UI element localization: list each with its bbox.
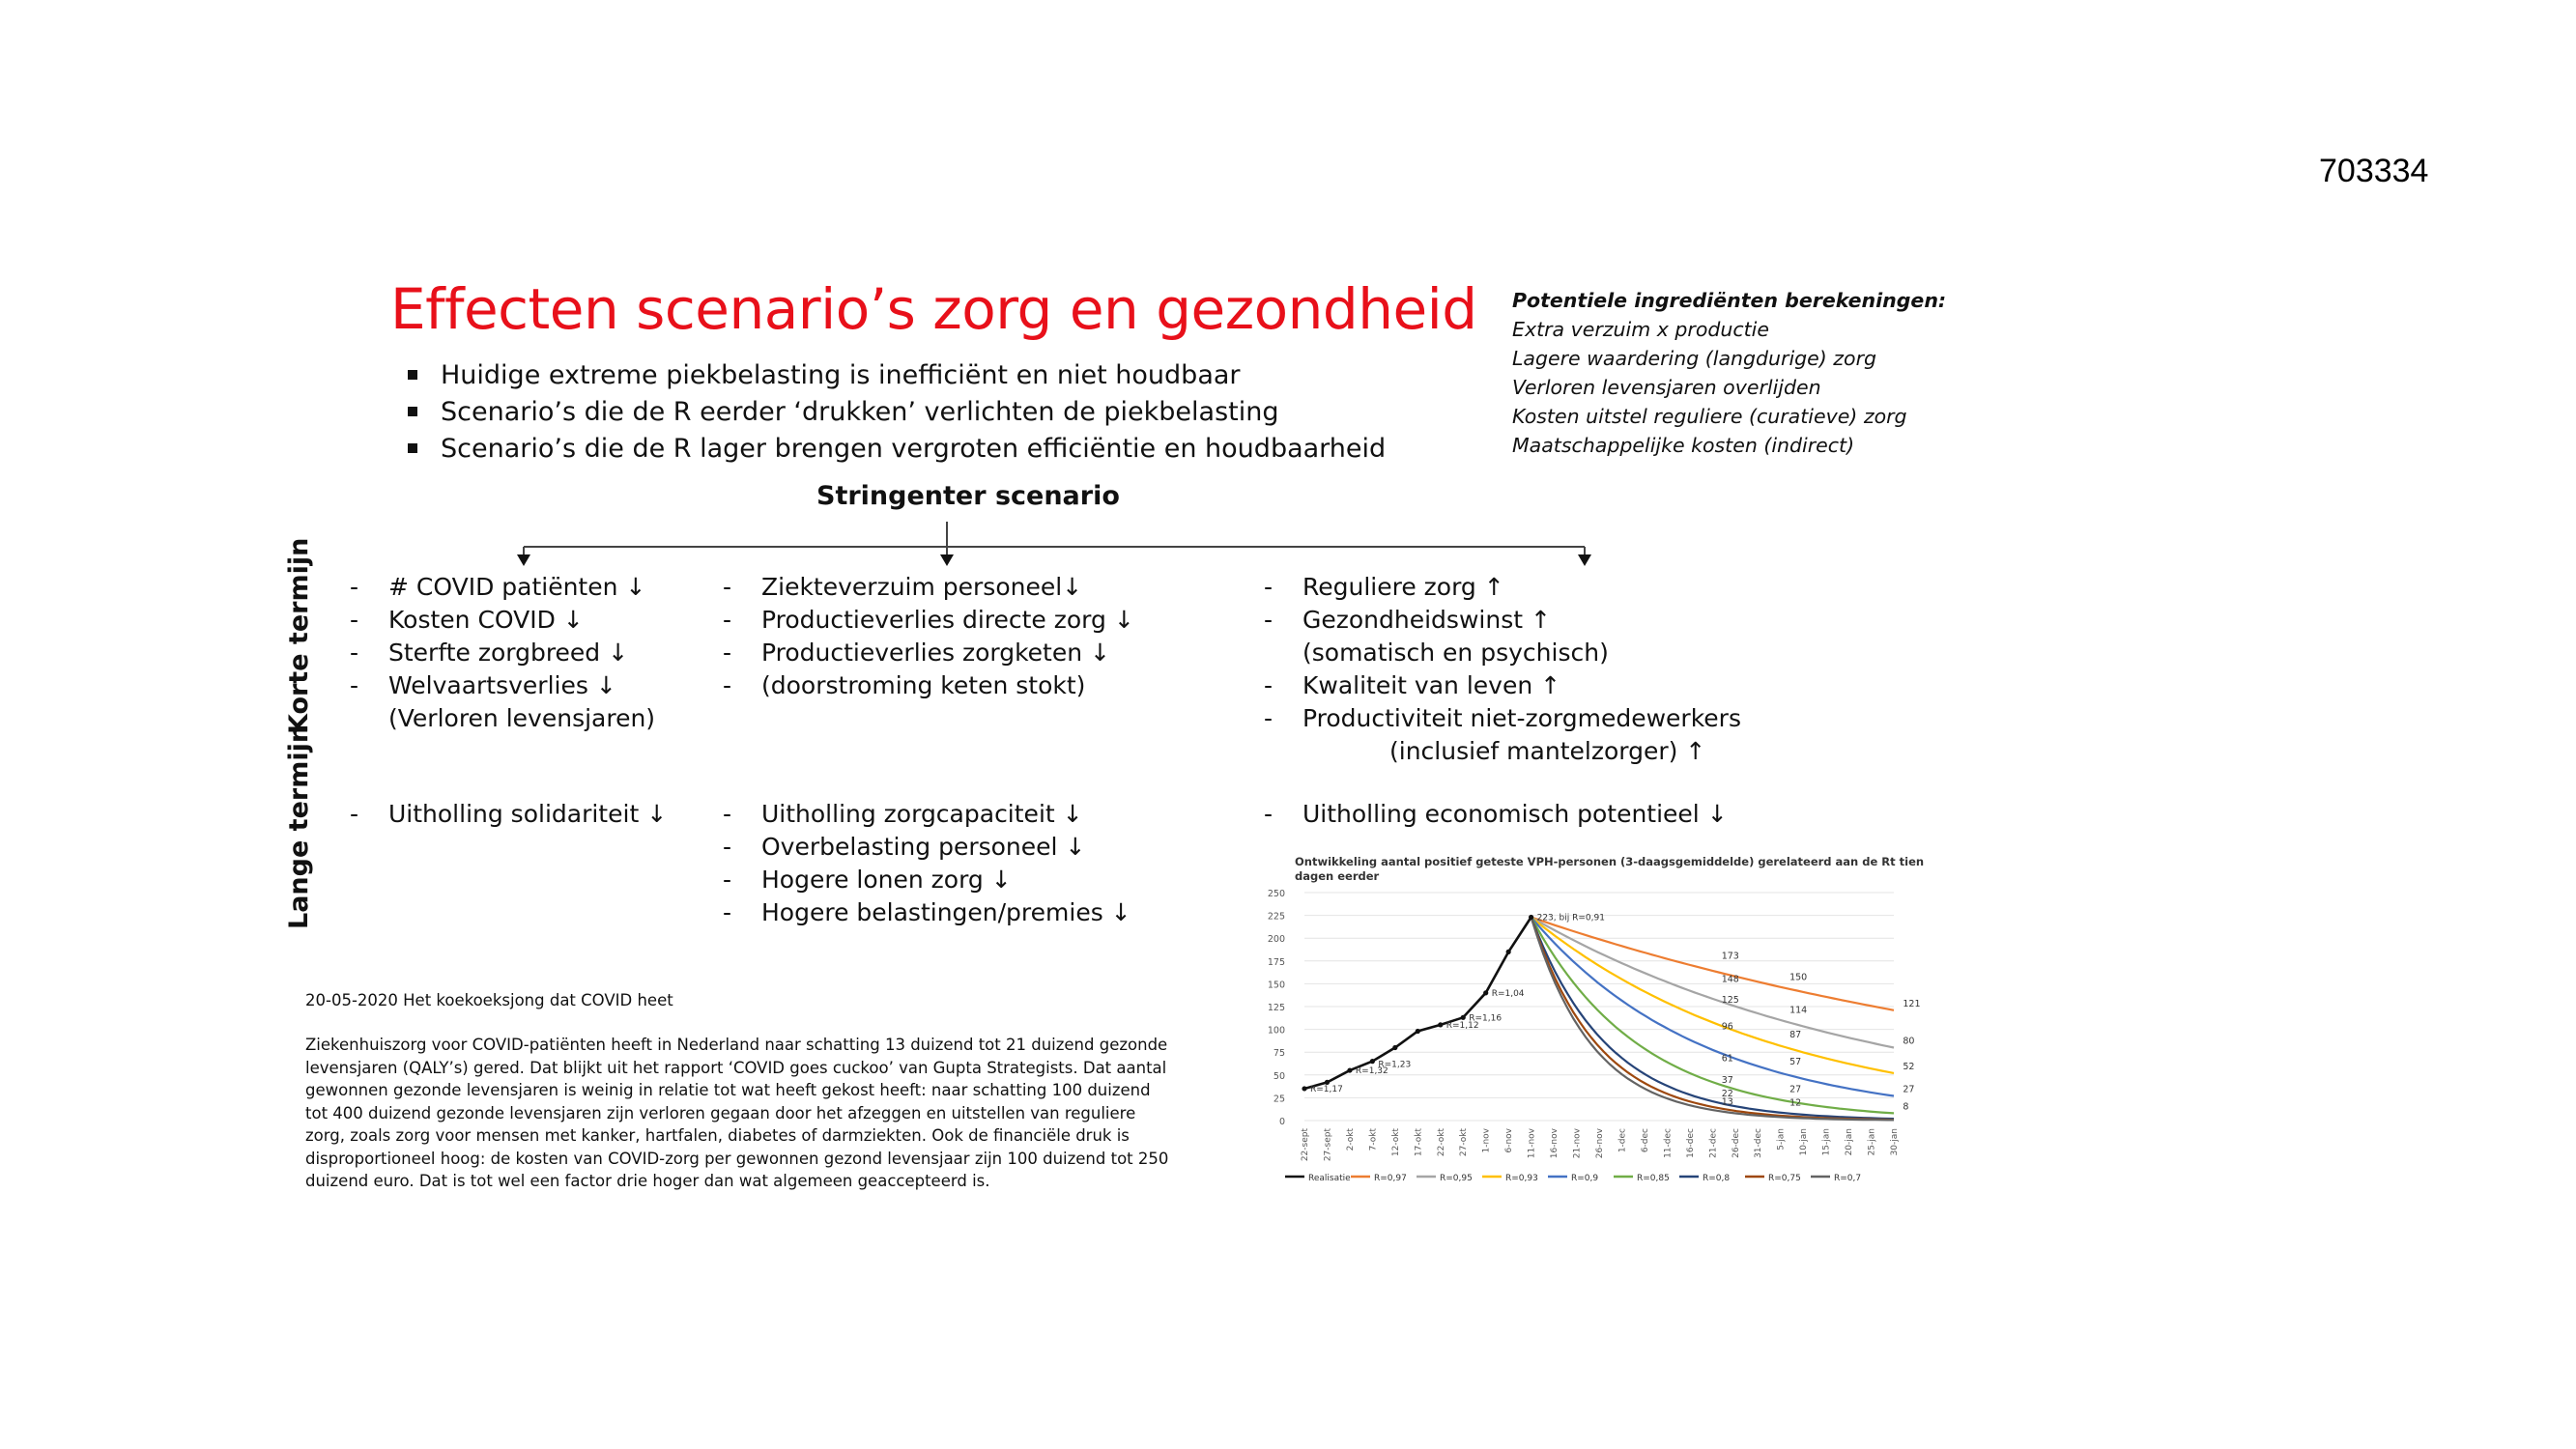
effect-item [723, 798, 1131, 831]
legend-entry: Realisatie [1308, 1174, 1351, 1183]
ingredients-heading: Potentiele ingrediënten berekeningen: [1512, 289, 1947, 312]
scenario-heading: Stringenter scenario [816, 481, 1120, 511]
realisatie-point [1506, 950, 1511, 954]
legend-entry: R=0,95 [1440, 1174, 1473, 1183]
x-tick-label: 22-sept [1301, 1128, 1310, 1162]
data-label: 27 [1903, 1084, 1915, 1095]
effect-text: Kwaliteit van leven ↑ [1302, 671, 1561, 699]
effect-text: Productiviteit niet-zorgmedewerkers [1302, 704, 1741, 732]
vph-projection-chart [1256, 850, 1925, 1188]
y-tick-label: 125 [1267, 1003, 1285, 1013]
effect-text: Welvaartsverlies ↓ [388, 671, 616, 699]
dash-marker: - [723, 800, 732, 828]
x-tick-label: 26-dec [1731, 1128, 1741, 1158]
effect-item [1264, 798, 1728, 831]
effect-text: Kosten COVID ↓ [388, 606, 584, 634]
y-tick-label: 75 [1273, 1048, 1285, 1060]
x-tick-label: 16-nov [1550, 1128, 1560, 1159]
data-label: 8 [1903, 1101, 1909, 1113]
arrow-down-icon [1578, 554, 1591, 566]
r-value-label: R=1,23 [1378, 1060, 1412, 1070]
x-tick-label: 22-okt [1436, 1128, 1446, 1157]
r-value-label: 223, bij R=0,91 [1536, 913, 1605, 923]
effect-text: (doorstroming keten stokt) [761, 671, 1086, 699]
article-dateline: 20-05-2020 Het koekoeksjong dat COVID heet [305, 991, 673, 1009]
effect-text: Sterfte zorgbreed ↓ [388, 639, 629, 667]
dash-marker: - [1264, 704, 1274, 732]
effect-item [350, 637, 655, 669]
short-term-col-3 [1264, 571, 1741, 768]
effect-item [723, 831, 1131, 864]
short-term-col-2 [723, 571, 1134, 702]
dash-marker: - [723, 671, 732, 699]
x-tick-label: 21-dec [1708, 1128, 1719, 1158]
document-id: 703334 [2319, 153, 2429, 189]
effect-item [350, 798, 667, 831]
series-line [1531, 918, 1894, 1048]
legend-entry: R=0,8 [1703, 1174, 1731, 1183]
y-tick-label: 225 [1267, 911, 1285, 923]
dash-marker: - [723, 573, 732, 601]
effect-item [723, 637, 1134, 669]
data-label: 57 [1789, 1057, 1802, 1068]
legend-entry: R=0,97 [1374, 1174, 1407, 1183]
row-label-long-term: Lange termijn [284, 724, 314, 929]
data-label: 125 [1721, 995, 1739, 1006]
y-tick-label: 50 [1273, 1070, 1285, 1082]
y-tick-label: 0 [1278, 1117, 1285, 1127]
ingredient-item: Lagere waardering (langdurige) zorg [1512, 347, 1877, 370]
x-tick-label: 17-okt [1414, 1128, 1424, 1157]
key-point-text: Huidige extreme piekbelasting is inefficiënt en niet houdbaar [441, 360, 1241, 390]
article-line: Ziekenhuiszorg voor COVID-patiënten heeft in Nederland naar schatting 13 duizend tot 21 duizend gezonde [305, 1036, 1168, 1054]
x-tick-label: 27-okt [1459, 1128, 1470, 1157]
data-label: 80 [1903, 1036, 1915, 1047]
dash-marker: - [350, 800, 359, 828]
r-value-label: R=1,32 [1355, 1066, 1388, 1077]
effect-text: Ziekteverzuim personeel↓ [761, 573, 1083, 601]
realisatie-point [1529, 915, 1533, 920]
row-label-short-term: Korte termijn [284, 537, 314, 734]
article-line: disproportioneel hoog: de kosten van COVID-zorg per gewonnen gezond levensjaar zijn 100 duizend tot 250 [305, 1149, 1169, 1168]
data-label: 61 [1721, 1053, 1733, 1065]
y-tick-label: 250 [1267, 889, 1285, 899]
series-line [1531, 918, 1894, 1121]
x-tick-label: 2-okt [1345, 1128, 1356, 1151]
dash-marker: - [1264, 573, 1274, 601]
x-tick-label: 20-jan [1845, 1128, 1855, 1156]
dash-marker: - [350, 573, 359, 601]
dash-marker: - [350, 639, 359, 667]
article-line: zorg, zoals zorg voor mensen met kanker, hartfalen, diabetes of darmziekten. Ook de financiële druk is [305, 1126, 1130, 1145]
effect-item [350, 604, 655, 637]
dash-marker: - [723, 866, 732, 894]
effect-text: Reguliere zorg ↑ [1302, 573, 1504, 601]
x-tick-label: 1-dec [1617, 1128, 1628, 1153]
x-tick-label: 10-jan [1799, 1128, 1810, 1156]
dash-marker: - [723, 833, 732, 861]
realisatie-point [1302, 1086, 1306, 1091]
effect-item [723, 571, 1134, 604]
data-label: 121 [1903, 998, 1921, 1009]
ingredient-item: Extra verzuim x productie [1512, 318, 1769, 341]
effect-item [723, 669, 1134, 702]
x-tick-label: 15-jan [1821, 1128, 1832, 1156]
effect-item [350, 669, 655, 702]
data-label: 52 [1903, 1061, 1915, 1072]
effect-item [350, 702, 655, 735]
x-tick-label: 30-jan [1890, 1128, 1900, 1156]
article-line: duizend euro. Dat is tot wel een factor drie hoger dan wat algemeen geaccepteerd is. [305, 1172, 990, 1190]
x-tick-label: 27-sept [1323, 1128, 1333, 1162]
data-label: 37 [1721, 1075, 1733, 1087]
effect-item [1264, 702, 1741, 735]
dash-marker: - [723, 898, 732, 926]
article-line: tot 400 duizend gezonde levensjaren zijn verloren gegaan door het afzeggen en uitstellen van reguliere [305, 1103, 1136, 1122]
data-label: 96 [1721, 1021, 1733, 1033]
arrow-down-icon [517, 554, 530, 566]
x-tick-label: 16-dec [1685, 1128, 1696, 1158]
long-term-col-2 [723, 798, 1131, 929]
key-point-text: Scenario’s die de R eerder ‘drukken’ verlichten de piekbelasting [441, 397, 1279, 427]
x-tick-label: 6-dec [1640, 1128, 1650, 1153]
dash-marker: - [350, 606, 359, 634]
effect-text: Overbelasting personeel ↓ [761, 833, 1086, 861]
x-tick-label: 21-nov [1572, 1128, 1583, 1159]
effect-text: (inclusief mantelzorger) ↑ [1389, 737, 1706, 765]
effect-text: (somatisch en psychisch) [1302, 639, 1609, 667]
effect-text: Productieverlies zorgketen ↓ [761, 639, 1110, 667]
effect-item [1264, 669, 1741, 702]
effect-item [723, 864, 1131, 896]
article-line: gewonnen gezonde levensjaren is weinig in relatie tot wat heeft gekost heeft: naar schatting 100 duizend [305, 1081, 1151, 1099]
realisatie-point [1370, 1059, 1375, 1064]
effect-text: Uitholling zorgcapaciteit ↓ [761, 800, 1083, 828]
r-value-label: R=1,16 [1469, 1013, 1503, 1024]
y-tick-label: 150 [1267, 980, 1285, 991]
data-label: 114 [1789, 1005, 1808, 1016]
effect-text: Hogere belastingen/premies ↓ [761, 898, 1131, 926]
article-line: levensjaren (QALY’s) gered. Dat blijkt uit het rapport ‘COVID goes cuckoo’ van Gupta Strategists. Dat aantal [305, 1058, 1167, 1077]
effect-text: Uitholling solidariteit ↓ [388, 800, 668, 828]
x-tick-label: 11-nov [1527, 1128, 1537, 1159]
dash-marker: - [1264, 671, 1274, 699]
data-label: 13 [1721, 1096, 1733, 1108]
effect-item [350, 571, 655, 604]
x-tick-label: 1-nov [1481, 1128, 1492, 1153]
realisatie-point [1416, 1029, 1420, 1034]
x-tick-label: 6-nov [1504, 1128, 1515, 1153]
legend-entry: R=0,9 [1571, 1174, 1599, 1183]
article-body [305, 1034, 1168, 1193]
effect-item [1264, 571, 1741, 604]
y-tick-label: 200 [1267, 934, 1285, 946]
data-label: 148 [1721, 974, 1739, 985]
chart-title: Ontwikkeling aantal positief geteste VPH-personen (3-daagsgemiddelde) gerelateerd aan de Rt tien dagen eerder [1295, 855, 1925, 883]
x-tick-label: 31-dec [1754, 1128, 1764, 1158]
x-tick-label: 7-okt [1368, 1128, 1379, 1151]
effect-text: # COVID patiënten ↓ [388, 573, 646, 601]
series-line [1531, 918, 1894, 1120]
dash-marker: - [723, 639, 732, 667]
x-tick-label: 25-jan [1867, 1128, 1877, 1156]
arrow-down-icon [940, 554, 954, 566]
r-value-label: R=1,12 [1445, 1020, 1479, 1031]
effect-text: Productieverlies directe zorg ↓ [761, 606, 1134, 634]
data-label: 173 [1721, 951, 1739, 962]
legend-entry: R=0,93 [1505, 1174, 1538, 1183]
slide-title: Effecten scenario’s zorg en gezondheid [390, 276, 1477, 342]
long-term-col-1 [350, 798, 667, 831]
effect-item [723, 604, 1134, 637]
x-tick-label: 5-jan [1776, 1128, 1787, 1151]
data-label: 87 [1789, 1029, 1802, 1040]
realisatie-point [1461, 1015, 1466, 1020]
dash-marker: - [1264, 800, 1274, 828]
realisatie-line [1304, 918, 1531, 1090]
ingredient-item: Maatschappelijke kosten (indirect) [1512, 434, 1855, 457]
dash-marker: - [350, 671, 359, 699]
realisatie-point [1347, 1067, 1352, 1072]
ingredient-item: Verloren levensjaren overlijden [1512, 376, 1821, 399]
effect-item [1264, 735, 1741, 768]
legend-entry: R=0,7 [1834, 1174, 1862, 1183]
effect-text: Gezondheidswinst ↑ [1302, 606, 1551, 634]
key-point-text: Scenario’s die de R lager brengen vergroten efficiëntie en houdbaarheid [441, 434, 1387, 464]
legend-entry: R=0,75 [1768, 1174, 1801, 1183]
data-label: 150 [1789, 972, 1808, 983]
dash-marker: - [1264, 606, 1274, 634]
dash-marker: - [723, 606, 732, 634]
data-label: 22 [1721, 1089, 1733, 1100]
y-tick-label: 25 [1273, 1094, 1285, 1105]
realisatie-point [1438, 1022, 1443, 1027]
data-label: 12 [1789, 1097, 1802, 1109]
data-label: 27 [1789, 1084, 1802, 1095]
effect-item [1264, 637, 1741, 669]
long-term-col-3 [1264, 798, 1728, 831]
y-tick-label: 100 [1267, 1025, 1285, 1037]
effect-text: (Verloren levensjaren) [388, 704, 656, 732]
y-tick-label: 175 [1267, 956, 1285, 968]
realisatie-point [1483, 990, 1488, 995]
legend-entry: R=0,85 [1637, 1174, 1670, 1183]
effect-text: Uitholling economisch potentieel ↓ [1302, 800, 1728, 828]
ingredient-item: Kosten uitstel reguliere (curatieve) zorg [1512, 405, 1907, 428]
effect-text: Hogere lonen zorg ↓ [761, 866, 1012, 894]
r-value-label: R=1,17 [1310, 1084, 1343, 1094]
effect-item [1264, 604, 1741, 637]
x-tick-label: 26-nov [1595, 1128, 1605, 1159]
short-term-col-1 [350, 571, 655, 735]
x-tick-label: 12-okt [1390, 1128, 1401, 1157]
r-value-label: R=1,04 [1491, 988, 1525, 999]
effect-item [723, 896, 1131, 929]
realisatie-point [1392, 1045, 1397, 1050]
x-tick-label: 11-dec [1663, 1128, 1674, 1158]
